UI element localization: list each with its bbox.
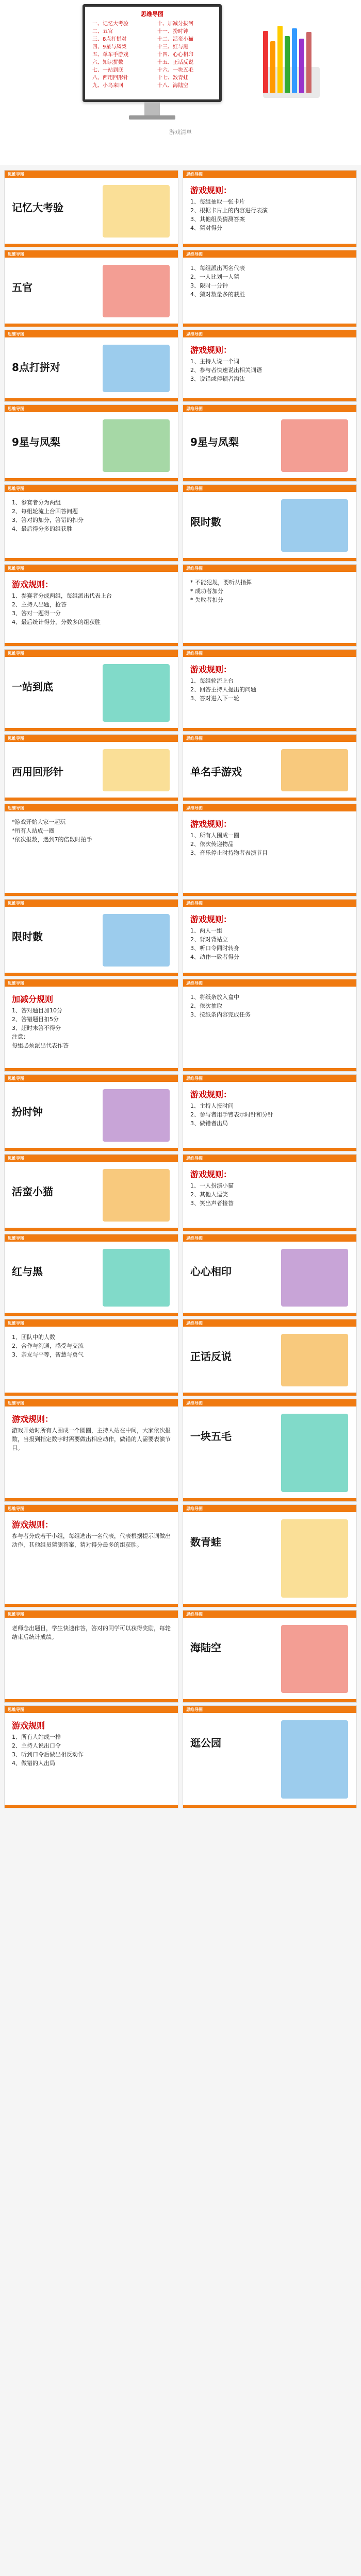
slide-title: 数青蛙 — [190, 1536, 221, 1548]
slide-footer-bar — [5, 973, 178, 976]
slide-header-bar — [183, 485, 356, 492]
slide-footer-bar — [5, 1805, 178, 1808]
slide-card — [183, 1319, 357, 1396]
toc-item[interactable]: 四、9星与凤梨 — [92, 44, 127, 50]
slide-illustration — [103, 1169, 170, 1222]
toc-item[interactable]: 九、小鸟来回 — [92, 83, 123, 89]
slide-body: 1、所有人围成一圈 2、依次传递物品 3、音乐停止时持物者表演节目 — [190, 832, 268, 856]
slide-footer-bar — [5, 1068, 178, 1071]
slide-header-bar — [183, 1234, 356, 1242]
slide-footer-bar — [183, 398, 356, 401]
slide-illustration — [281, 749, 348, 791]
slide-logo: 思维导图 — [186, 1612, 203, 1617]
slide-logo: 思维导图 — [186, 1156, 203, 1161]
slide-illustration — [281, 1720, 348, 1799]
cover-subtitle: 游戏清单 — [169, 129, 192, 135]
slide-footer-bar — [5, 1313, 178, 1316]
slide-footer-bar — [183, 324, 356, 327]
slide-footer-bar — [5, 324, 178, 327]
slide-footer-bar — [183, 643, 356, 646]
slide-header-bar — [183, 330, 356, 337]
slide-header-bar — [5, 485, 178, 492]
slide-header-bar — [183, 1155, 356, 1162]
slide-header-bar — [5, 979, 178, 987]
slide-title: 逛公园 — [190, 1737, 221, 1749]
slide-title: 单名手游戏 — [190, 766, 242, 778]
slide-illustration — [103, 419, 170, 472]
slide-header-bar — [5, 1611, 178, 1618]
slide-card — [4, 484, 178, 562]
slide-logo: 思维导图 — [8, 1076, 24, 1081]
slide-illustration — [281, 1414, 348, 1492]
slide-header-bar — [5, 405, 178, 412]
slide-card — [4, 250, 178, 327]
slide-footer-bar — [5, 643, 178, 646]
slide-title: 扮时钟 — [12, 1106, 43, 1118]
slide-card — [4, 564, 178, 647]
slide-title: 一站到底 — [12, 681, 53, 693]
slide-logo: 思维导图 — [186, 981, 203, 986]
slide-illustration — [103, 345, 170, 392]
slide-logo: 思维导图 — [186, 1401, 203, 1405]
toc-item[interactable]: 一、记忆大考验 — [92, 21, 128, 27]
slide-card — [183, 250, 357, 327]
slide-illustration — [103, 749, 170, 791]
slide-title: 限时數 — [190, 516, 221, 528]
slide-header-bar — [5, 250, 178, 258]
slide-title: 9星与凤梨 — [12, 436, 60, 448]
slide-heading: 游戏规则： — [190, 1090, 232, 1099]
slide-card — [183, 1234, 357, 1316]
slide-header-bar — [183, 804, 356, 811]
slide-footer-bar — [183, 1805, 356, 1808]
slide-footer-bar — [5, 1393, 178, 1396]
slide-card — [4, 979, 178, 1072]
slide-logo: 思维导图 — [8, 736, 24, 741]
slide-header-bar — [183, 250, 356, 258]
slide-header-bar — [183, 1075, 356, 1082]
slide-logo: 思维导图 — [8, 1401, 24, 1405]
slide-footer-bar — [183, 798, 356, 801]
slide-card — [183, 1154, 357, 1231]
slide-logo: 思维导图 — [8, 172, 24, 177]
slide-illustration — [103, 1089, 170, 1142]
slide-body: 1、答对题目加10分 2、答错题目扣5分 3、超时未答不得分 注意： 每组必须派出代表作答 — [12, 1007, 69, 1049]
slide-card — [4, 330, 178, 402]
slide-body: 老师念出题目，学生快速作答，答对的同学可以获得奖励，每轮结束后统计成绩。 — [12, 1625, 171, 1640]
slide-header-bar — [183, 405, 356, 412]
slide-card — [183, 404, 357, 482]
slide-logo: 思维导图 — [186, 1076, 203, 1081]
slide-header-bar — [183, 1399, 356, 1406]
slide-header-bar — [5, 1706, 178, 1713]
slide-footer-bar — [5, 1604, 178, 1607]
slide-footer-bar — [183, 1313, 356, 1316]
slide-body: 1、每组抽取一张卡片 2、根据卡片上的内容进行表演 3、其他组员猜测答案 4、猜对得分 — [190, 198, 268, 231]
slide-card — [183, 1705, 357, 1808]
slide-heading: 游戏规则 — [12, 1721, 45, 1731]
toc-item[interactable]: 六、知识拼数 — [92, 60, 123, 65]
slide-card — [4, 1154, 178, 1231]
slide-card — [4, 1504, 178, 1607]
toc-item[interactable]: 三、8点打拼对 — [92, 37, 127, 42]
slide-heading: 加减分规则 — [12, 994, 54, 1004]
slide-logo: 思维导图 — [186, 172, 203, 177]
slide-card — [4, 804, 178, 896]
slide-illustration — [103, 185, 170, 238]
slide-footer-bar — [5, 798, 178, 801]
slide-title: 五官 — [12, 281, 32, 294]
slide-card — [4, 404, 178, 482]
slide-footer-bar — [183, 1148, 356, 1151]
slide-footer-bar — [183, 1068, 356, 1071]
slide-header-bar — [5, 735, 178, 742]
slide-header-bar — [5, 1505, 178, 1512]
slide-card — [4, 899, 178, 976]
slide-title: 一块五毛 — [190, 1430, 232, 1443]
slide-card — [4, 1074, 178, 1151]
slide-card — [183, 979, 357, 1072]
slide-footer-bar — [183, 1228, 356, 1231]
slide-header-bar — [183, 1505, 356, 1512]
slide-card — [183, 1399, 357, 1502]
slide-heading: 游戏规则： — [12, 580, 54, 589]
slide-title: 活蛮小猫 — [12, 1185, 53, 1198]
slide-header-bar — [183, 1319, 356, 1327]
slide-footer-bar — [183, 893, 356, 896]
slide-logo: 思维导图 — [186, 736, 203, 741]
slide-title: 正话反说 — [190, 1350, 232, 1363]
slide-heading: 游戏规则： — [190, 1170, 232, 1179]
slide-header-bar — [183, 650, 356, 657]
slide-header-bar — [183, 1611, 356, 1618]
slide-logo: 思维导图 — [186, 651, 203, 656]
slide-body: 1、一人扮演小猫 2、其他人逗笑 3、笑出声者接替 — [190, 1182, 234, 1207]
slide-card — [4, 1234, 178, 1316]
slide-card — [4, 1610, 178, 1703]
cover-logo: 思维导图 — [141, 11, 163, 18]
slide-footer-bar — [183, 244, 356, 247]
slide-body: 1、参赛者分成两组，每组派出代表上台 2、主持人出题，抢答 3、答对一题得一分 4、最后统计得分，分数多的组获胜 — [12, 592, 112, 625]
slide-footer-bar — [183, 1699, 356, 1702]
toc-item[interactable]: 五、单车手游戏 — [92, 52, 128, 58]
slide-illustration — [281, 1625, 348, 1693]
toc-item[interactable]: 十七、数青蛙 — [157, 75, 188, 81]
slide-card — [183, 899, 357, 976]
slide-logo: 思维导图 — [186, 332, 203, 336]
slide-card — [183, 1610, 357, 1703]
slide-body: 1、将纸条放入盒中 2、依次抽取 3、按纸条内容完成任务 — [190, 994, 251, 1018]
slide-illustration — [281, 1249, 348, 1307]
toc-right — [157, 20, 193, 90]
slide-logo: 思维导图 — [186, 252, 203, 257]
pencils-illustration — [258, 15, 330, 93]
slide-card — [4, 170, 178, 247]
slide-logo: 思维导图 — [8, 566, 24, 571]
slide-header-bar — [5, 900, 178, 907]
slide-header-bar — [183, 171, 356, 178]
slide-footer-bar — [183, 728, 356, 731]
slide-body: 游戏开始时所有人围成一个圆圈，主持人站在中间，大家依次报数，当报到指定数字时需要做出相应动作，做错的人需要表演节目。 — [12, 1427, 171, 1451]
toc-item[interactable]: 十六、一块五毛 — [157, 67, 193, 73]
slide-footer-bar — [5, 558, 178, 561]
slide-footer-bar — [183, 973, 356, 976]
toc-item[interactable]: 十二、活蛮小猫 — [157, 37, 193, 42]
slide-header-bar — [183, 565, 356, 572]
slide-heading: 游戏规则： — [190, 345, 232, 355]
slide-logo: 思维导图 — [186, 901, 203, 906]
slide-heading: 游戏规则： — [190, 819, 232, 829]
slide-body: 1、所有人站成一排 2、主持人说出口令 3、听到口令后做出相反动作 4、做错的人出局 — [12, 1734, 84, 1767]
slide-header-bar — [5, 650, 178, 657]
slide-title: 西用回形针 — [12, 766, 63, 778]
slide-header-bar — [5, 1075, 178, 1082]
slide-heading: 游戏规则： — [190, 185, 232, 195]
slide-logo: 思维导图 — [186, 406, 203, 411]
slide-card — [183, 484, 357, 562]
slide-logo: 思维导图 — [8, 806, 24, 810]
slide-body: 1、参赛者分为两组 2、每组轮流上台回答问题 3、答对的加分，答错的扣分 4、最后得分多的组获胜 — [12, 499, 84, 532]
slide-card — [4, 1399, 178, 1502]
toc-item[interactable]: 二、五官 — [92, 29, 113, 35]
slide-footer-bar — [5, 244, 178, 247]
slide-footer-bar — [5, 1498, 178, 1501]
slide-logo: 思维导图 — [8, 406, 24, 411]
slide-footer-bar — [5, 1148, 178, 1151]
toc-item[interactable]: 十三、红与黑 — [157, 44, 188, 50]
slide-logo: 思维导图 — [8, 252, 24, 257]
slide-header-bar — [5, 1234, 178, 1242]
slide-illustration — [103, 1249, 170, 1307]
slide-logo: 思维导图 — [8, 1321, 24, 1326]
monitor-base — [129, 115, 175, 120]
slide-card — [4, 734, 178, 801]
slide-body: 参与者分成若干小组，每组选出一名代表，代表根据提示词做出动作，其他组员猜测答案，猜对得分最多的组获胜。 — [12, 1533, 171, 1548]
slide-body: 1、两人一组 2、背对背站立 3、听口令同时转身 4、动作一致者得分 — [190, 927, 239, 960]
slide-header-bar — [183, 979, 356, 987]
slide-illustration — [281, 499, 348, 552]
toc-item[interactable]: 八、西用回形针 — [92, 75, 128, 81]
slide-logo: 思维导图 — [186, 1506, 203, 1511]
slide-card — [4, 1705, 178, 1808]
slide-card — [183, 170, 357, 247]
toc-item[interactable]: 十一、扮时钟 — [157, 29, 188, 35]
slide-logo: 思维导图 — [8, 486, 24, 491]
toc-item[interactable]: 十八、海陆空 — [157, 83, 188, 89]
slide-card — [183, 1504, 357, 1607]
slide-logo: 思维导图 — [8, 981, 24, 986]
slide-body: 1、每组派出两名代表 2、一人比划一人猜 3、限时一分钟 4、猜对数量多的获胜 — [190, 265, 245, 298]
slide-body: 1、主持人说一个词 2、参与者快速说出相关词语 3、说错或停顿者淘汰 — [190, 358, 262, 382]
slide-illustration — [281, 1334, 348, 1386]
slide-card — [4, 649, 178, 732]
slide-body: 1、每组轮流上台 2、回答主持人提出的问题 3、答对进入下一轮 — [190, 677, 256, 702]
slide-footer-bar — [5, 478, 178, 481]
slide-title: 红与黑 — [12, 1265, 43, 1278]
toc-item[interactable]: 十四、心心相印 — [157, 52, 193, 58]
slide-header-bar — [183, 1706, 356, 1713]
toc-item[interactable]: 十五、正话反说 — [157, 60, 193, 65]
slide-logo: 思维导图 — [8, 1236, 24, 1241]
slide-footer-bar — [183, 558, 356, 561]
slide-card — [183, 564, 357, 647]
slide-header-bar — [5, 330, 178, 337]
slide-title: 9星与凤梨 — [190, 436, 239, 448]
slide-logo: 思维导图 — [186, 486, 203, 491]
slide-logo: 思维导图 — [186, 1707, 203, 1712]
slide-body: * 不能犯规，要听从指挥 * 成功者加分 * 失败者扣分 — [190, 579, 252, 603]
slide-card — [183, 330, 357, 402]
slide-title: 8点打拼对 — [12, 361, 60, 374]
slide-logo: 思维导图 — [8, 651, 24, 656]
monitor-stand — [144, 102, 160, 115]
slide-footer-bar — [183, 1498, 356, 1501]
slide-heading: 游戏规则： — [12, 1520, 54, 1530]
slide-illustration — [103, 265, 170, 317]
slide-header-bar — [5, 565, 178, 572]
slide-title: 限时數 — [12, 930, 43, 943]
slide-footer-bar — [183, 478, 356, 481]
slide-header-bar — [5, 171, 178, 178]
slide-logo: 思维导图 — [186, 566, 203, 571]
slide-footer-bar — [183, 1393, 356, 1396]
toc-item[interactable]: 十、加减分拔河 — [157, 21, 193, 27]
slide-illustration — [103, 664, 170, 722]
slide-illustration — [281, 1519, 348, 1598]
slide-logo: 思维导图 — [8, 901, 24, 906]
slide-footer-bar — [183, 1604, 356, 1607]
slide-footer-bar — [5, 728, 178, 731]
slide-card — [183, 1074, 357, 1151]
monitor-screen — [83, 4, 222, 102]
toc-item[interactable]: 七、一站到底 — [92, 67, 123, 73]
slide-header-bar — [183, 900, 356, 907]
slide-heading: 游戏规则： — [12, 1414, 54, 1424]
slide-header-bar — [5, 1399, 178, 1406]
slide-illustration — [281, 419, 348, 472]
toc-left — [92, 20, 128, 90]
slide-logo: 思维导图 — [8, 1506, 24, 1511]
slide-header-bar — [5, 1155, 178, 1162]
slide-title: 心心相印 — [190, 1265, 232, 1278]
slide-illustration — [103, 914, 170, 967]
slide-footer-bar — [5, 1699, 178, 1702]
slide-title: 海陆空 — [190, 1641, 221, 1654]
slide-body: 1、主持人报时间 2、参与者用手臂表示时针和分针 3、做错者出局 — [190, 1103, 273, 1127]
slide-card — [183, 734, 357, 801]
slide-card — [183, 649, 357, 732]
slide-logo: 思维导图 — [8, 1156, 24, 1161]
slide-footer-bar — [5, 1228, 178, 1231]
slide-footer-bar — [5, 398, 178, 401]
slide-logo: 思维导图 — [186, 1321, 203, 1326]
slide-body: 1、团队中的人数 2、合作与沟通，感受与交流 3、亲友与平等，智慧与勇气 — [12, 1334, 84, 1358]
slide-logo: 思维导图 — [8, 1707, 24, 1712]
slide-logo: 思维导图 — [8, 1612, 24, 1617]
slide-header-bar — [5, 1319, 178, 1327]
slide-logo: 思维导图 — [186, 1236, 203, 1241]
slide-heading: 游戏规则： — [190, 914, 232, 924]
slide-card — [183, 804, 357, 896]
slide-heading: 游戏规则： — [190, 665, 232, 674]
slide-card — [4, 1319, 178, 1396]
slide-header-bar — [183, 735, 356, 742]
slide-logo: 思维导图 — [186, 806, 203, 810]
slide-title: 记忆大考验 — [12, 201, 63, 214]
cover-slide — [0, 0, 361, 165]
slide-footer-bar — [5, 893, 178, 896]
slide-logo: 思维导图 — [8, 332, 24, 336]
slide-body: *游戏开始大家一起玩 *所有人站成一圈 *依次报数，遇到7的倍数时拍手 — [12, 819, 92, 843]
slide-header-bar — [5, 804, 178, 811]
